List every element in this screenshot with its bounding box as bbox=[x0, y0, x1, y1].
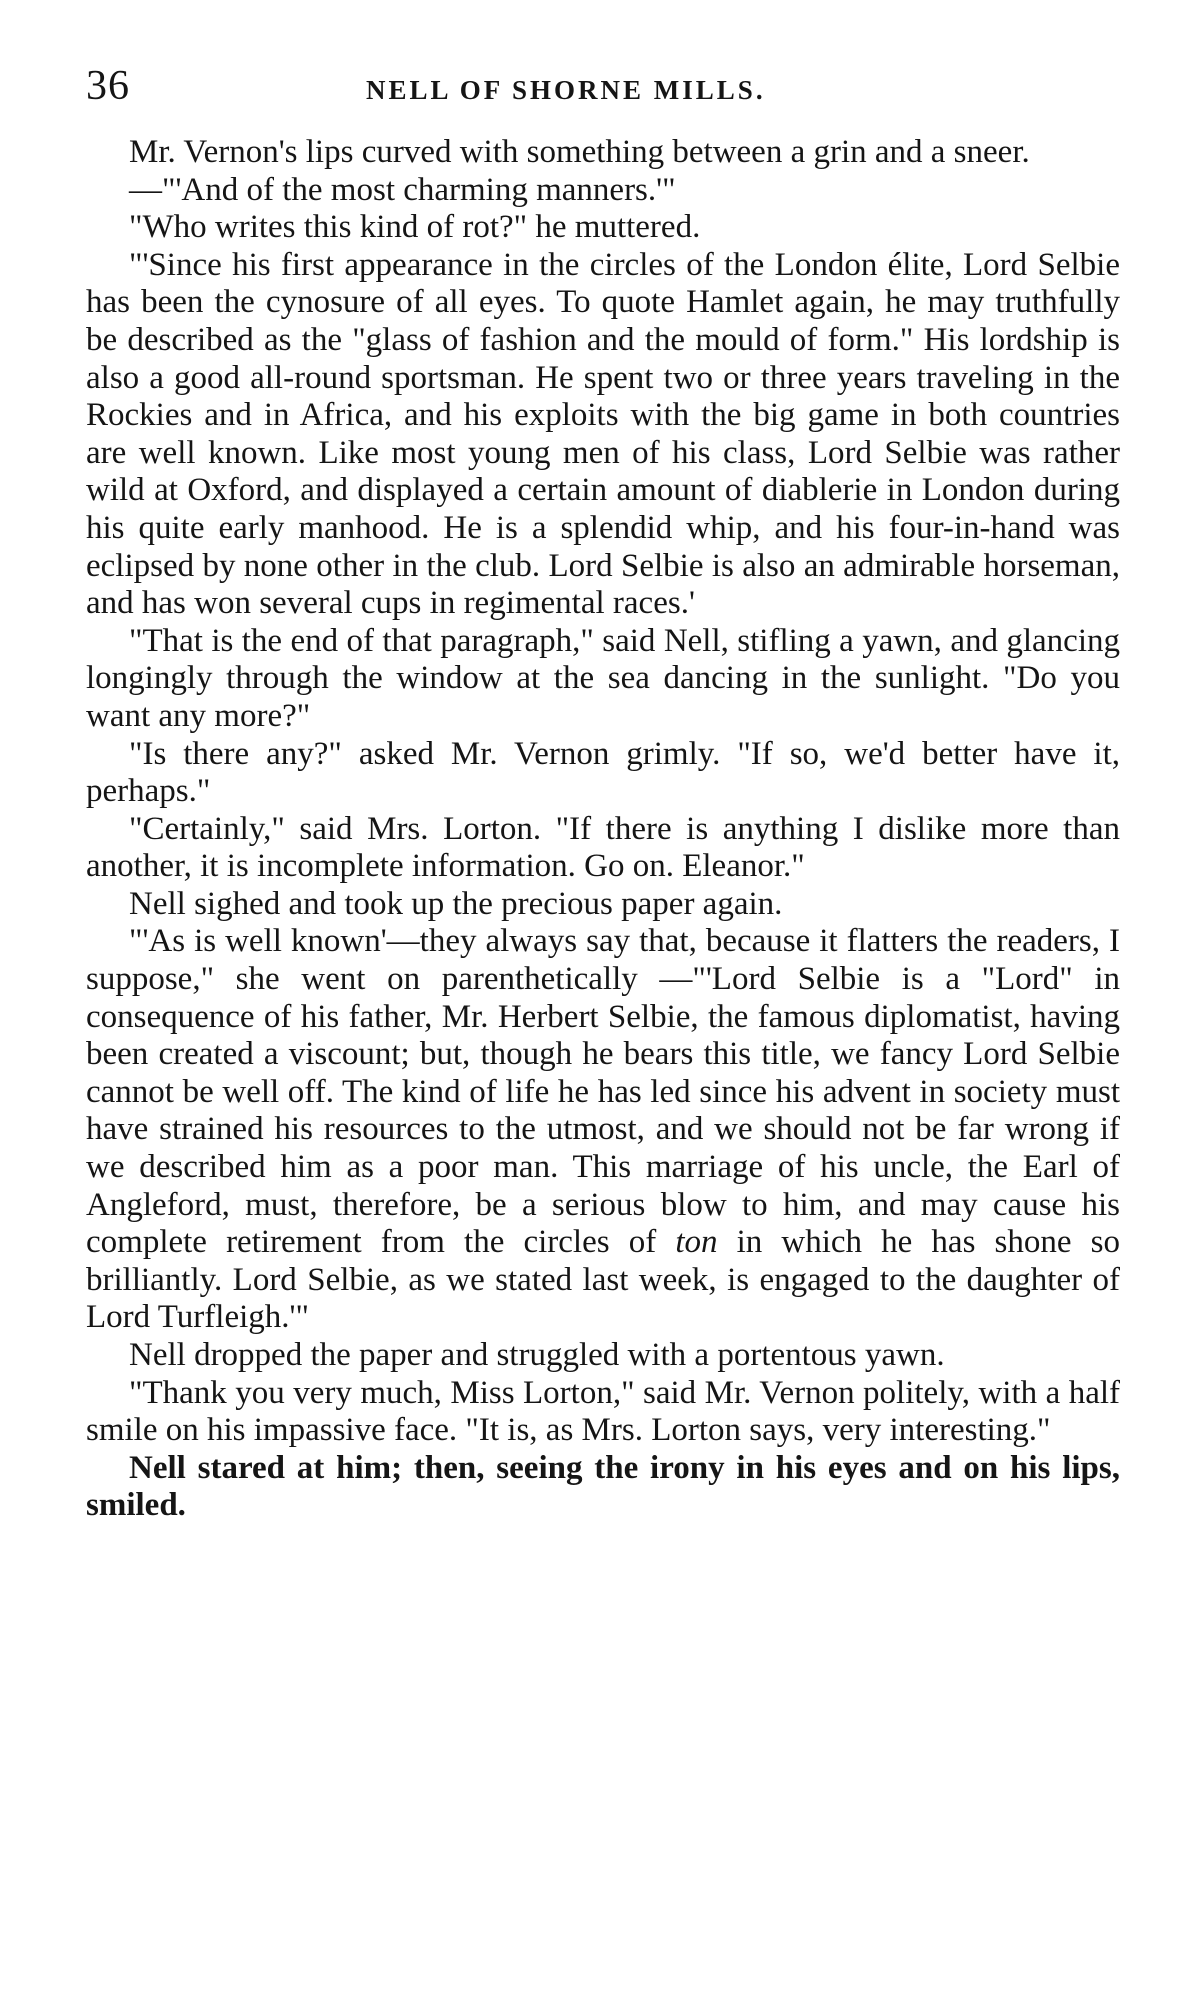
paragraph: Nell stared at him; then, seeing the irony in his eyes and on his lips, smiled. bbox=[86, 1449, 1120, 1524]
book-page bbox=[86, 54, 1120, 1525]
running-head: NELL OF SHORNE MILLS. bbox=[366, 75, 766, 105]
paragraph: "Thank you very much, Miss Lorton," said Mr. Vernon politely, with a half smile on his impassive face. "It is, as Mrs. Lorton says, very interesting." bbox=[86, 1374, 1120, 1449]
paragraph: Nell sighed and took up the precious paper again. bbox=[129, 885, 783, 922]
paragraph: "Certainly," said Mrs. Lorton. "If there is anything I dislike more than another, it is incomplete information. Go on. Eleanor." bbox=[86, 810, 1120, 885]
paragraph: Nell dropped the paper and struggled with a portentous yawn. bbox=[129, 1337, 945, 1373]
paragraph: "Who writes this kind of rot?" he muttered. bbox=[129, 209, 701, 246]
paragraph-text: of bbox=[628, 1224, 676, 1261]
paragraph-text: "'As is well known'—they always say that, because it flatters the readers, I suppose," she went on parenthetically —"'Lord Selbie is a "Lord" in consequence of his father, Mr. Herbert Selbie, the famous diplomatist, having been created a viscount; but, though he bears this title, we fancy Lord Selbie cannot be well off. The kind of life he has led since his advent in society must have strained his resources to the utmost, and we should not be far wrong if we described him as a poor man. This marriage of his uncle, the Earl of Angleford, must, therefore, be a serious blow to him, and may cause his complete retirement from the circles bbox=[86, 923, 1120, 1261]
page-number: 36 bbox=[86, 63, 130, 109]
paragraph: "'Since his first appearance in the circles of the London élite, Lord Selbie has been the cynosure of all eyes. To quote Hamlet again, he may truthfully be described as the "glass of fashion and the mould of form." His lordship is also a good all-round sportsman. He spent two or three years traveling in the Rockies and in Africa, and his exploits with the big game in both countries are well known. Like most young men of his class, Lord Selbie was rather wild at Oxford, and displayed a certain amount of diablerie in London during his quite early manhood. He is a splendid whip, and his four-in-hand was eclipsed by none other in the club. Lord Selbie is also an admirable horseman, and has won several cups in regimental races.' bbox=[86, 246, 1120, 622]
paragraph: "Is there any?" asked Mr. Vernon grimly. "If so, we'd better have it, perhaps." bbox=[86, 735, 1120, 810]
paragraph: —"'And of the most charming manners.'" bbox=[129, 171, 676, 208]
paragraph-with-italic bbox=[86, 923, 1120, 1337]
paragraph: "That is the end of that paragraph," said Nell, stifling a yawn, and glancing longingly through the window at the sea dancing in the sunlight. "Do you want any more?" bbox=[86, 622, 1120, 734]
page-header bbox=[86, 54, 1120, 118]
italic-word: ton bbox=[675, 1224, 718, 1261]
paragraph-text: in which he has shone so brilliantly. Lord Selbie, as we stated last week, is engaged to the daughter of Lord Turfleigh.'" bbox=[86, 1224, 1120, 1336]
body-text bbox=[86, 134, 1120, 1525]
paragraph: Mr. Vernon's lips curved with something between a grin and a sneer. bbox=[129, 134, 1030, 170]
